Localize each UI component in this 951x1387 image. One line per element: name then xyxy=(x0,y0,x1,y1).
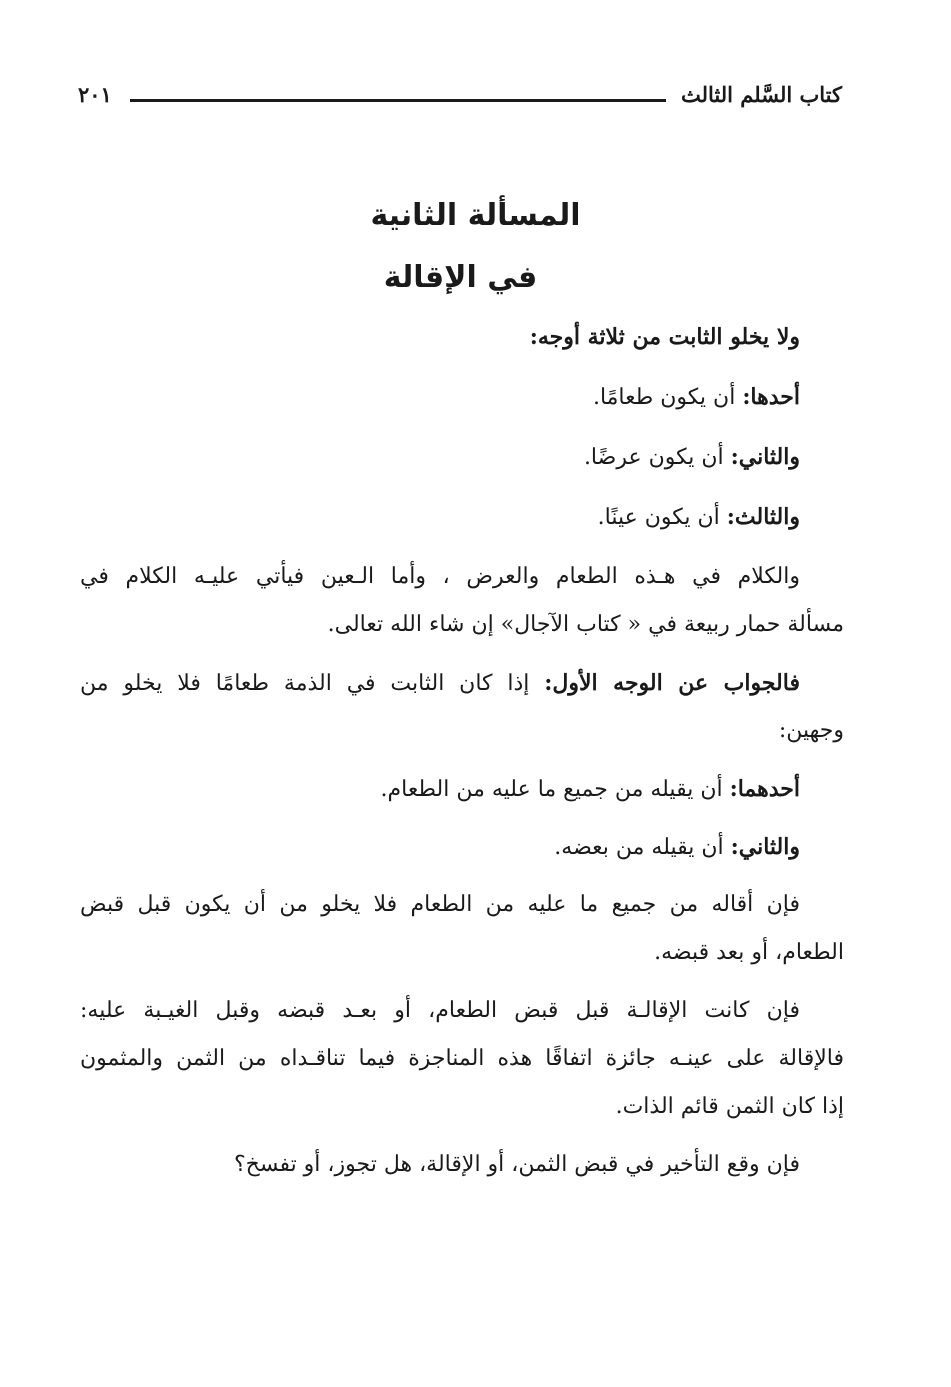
first-case-lead: أحدها: xyxy=(742,384,800,410)
answer-case-two-lead: والثاني: xyxy=(730,834,800,860)
discussion-line-2: مسألة حمار ربيعة في « كتاب الآجال» إن شاء الله تعالى. xyxy=(327,612,844,637)
first-case-line xyxy=(593,380,800,414)
whole-cancel-line-1: فإن أقاله من جميع ما عليه من الطعام فلا يخلو من أن يكون قبل قبض xyxy=(80,892,800,917)
before-receipt-line-2: فالإقالة على عينـه جائزة اتفاقًا هذه المناجزة فيما تناقـداه من الثمن والمثمون xyxy=(80,1046,844,1071)
answer-case-two-text: أن يقيله من بعضه. xyxy=(554,835,731,860)
answer-case-two-line xyxy=(554,830,800,864)
discussion-line-1: والكلام في هـذه الطعام والعرض ، وأما الـعين فيأتي عليـه الكلام في xyxy=(80,564,800,589)
delay-question-line: فإن وقع التأخير في قبض الثمن، أو الإقالة، هل تجوز، أو تفسخ؟ xyxy=(233,1152,800,1177)
answer-case-one-line xyxy=(381,772,800,806)
third-case-line xyxy=(598,500,800,534)
running-header xyxy=(78,82,842,122)
issue-title: المسألة الثانية xyxy=(370,198,581,233)
second-case-line xyxy=(584,440,800,474)
before-receipt-line-3: إذا كان الثمن قائم الذات. xyxy=(615,1094,844,1119)
answer-first-lead: فالجواب عن الوجه الأول: xyxy=(544,670,800,696)
second-case-lead: والثاني: xyxy=(730,444,800,470)
header-rule xyxy=(130,99,666,102)
intro-lead: ولا يخلو الثابت من ثلاثة أوجه: xyxy=(529,324,800,350)
third-case-lead: والثالث: xyxy=(726,504,800,530)
answer-first-text: إذا كان الثابت في الذمة طعامًا فلا يخلو من xyxy=(80,671,545,696)
intro-line xyxy=(530,320,800,354)
before-receipt-line-1: فإن كانت الإقالـة قبل قبض الطعام، أو بعـد قبضه وقبل الغيـبة عليه: xyxy=(80,998,800,1023)
second-case-text: أن يكون عرضًا. xyxy=(583,445,731,470)
page-number: ٢٠١ xyxy=(78,82,112,107)
answer-first-line-1 xyxy=(80,666,800,700)
issue-subtitle: في الإقالة xyxy=(383,260,538,295)
whole-cancel-line-2: الطعام، أو بعد قبضه. xyxy=(654,940,844,965)
first-case-text: أن يكون طعامًا. xyxy=(592,385,743,410)
answer-case-one-lead: أحدهما: xyxy=(729,776,800,802)
answer-case-one-text: أن يقيله من جميع ما عليه من الطعام. xyxy=(380,777,730,802)
answer-first-line-2: وجهين: xyxy=(778,718,844,743)
third-case-text: أن يكون عينًا. xyxy=(597,505,727,530)
running-header-title: كتاب السَّلم الثالث xyxy=(680,82,842,107)
